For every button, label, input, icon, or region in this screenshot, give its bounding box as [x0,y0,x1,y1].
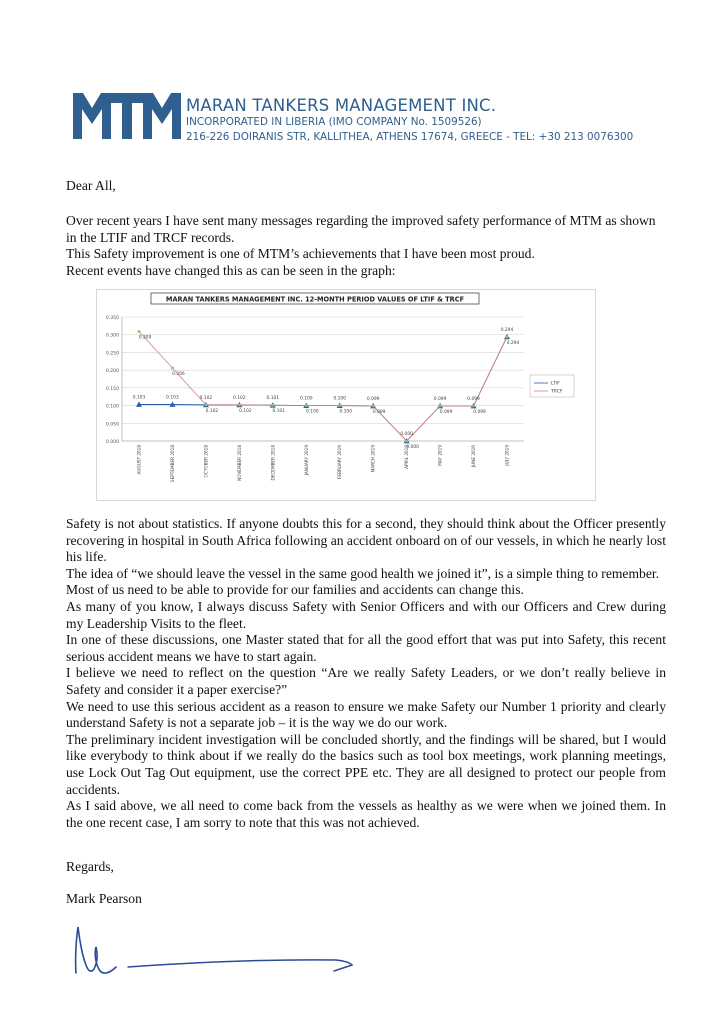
data-label: 0.100 [299,396,313,402]
body-paragraph: Safety is not about statistics. If anyone doubts this for a second, they should think about the Officer presently recovering in hospital in South Africa following an accident onboard on of our vessels, in which he nearly lost his life. [66,516,666,565]
y-tick-label: 0.300 [105,333,119,339]
data-label: 0.099 [439,409,453,415]
data-label: 0.000 [406,445,419,450]
data-label: 0.102 [233,395,246,401]
intro-line: Over recent years I have sent many messages regarding the improved safety performance of MTM as shown in the LTIF and TRCF records. [66,213,656,245]
data-label: 0.100 [339,409,353,415]
company-header [186,97,633,145]
y-tick-label: 0.150 [105,386,119,392]
x-tick-label: MAY 2019 [437,445,443,466]
x-tick-label: NOVEMBER 2018 [236,445,242,481]
x-tick-label: FEBRUARY 2019 [337,445,343,479]
data-label: 0.103 [166,395,179,401]
y-tick-label: 0.350 [105,316,119,321]
x-tick-label: AUGUST 2018 [136,445,142,475]
trcf-point [372,405,375,408]
data-label: 0.099 [372,409,386,415]
body-paragraph: As I said above, we all need to come back from the vessels as healthy as we were when we joined them. In the one recent case, I am sorry to note that this was not achieved. [66,798,666,830]
handwritten-signature [66,915,366,980]
body-paragraph: In one of these discussions, one Master stated that for all the good effort that was put into Safety, this recent serious accident means we have to start again. [66,632,666,664]
trcf-point [171,367,174,370]
x-tick-label: JANUARY 2019 [303,445,309,476]
trcf-point [338,404,341,407]
body-paragraph: I believe we need to reflect on the question “Are we really Safety Leaders, or we don’t really believe in Safety and consider it a paper exercise?” [66,665,666,697]
data-label: 0.099 [467,396,480,402]
mtm-logo [73,93,181,139]
data-label: 0.101 [266,396,280,402]
trcf-point [238,404,241,407]
trcf-point [305,404,308,407]
intro-paragraphs [66,213,666,279]
trcf-point [138,330,141,333]
x-tick-label: MARCH 2019 [370,445,376,473]
x-tick-label: JULY 2019 [504,445,510,466]
salutation: Dear All, [66,178,116,193]
x-tick-label: SEPTEMBER 2018 [169,445,175,483]
body-paragraph: As many of you know, I always discuss Safety with Senior Officers and with our Officers and Crew during my Leadership Visits to the fleet. [66,598,666,631]
legend-label: TRCF [551,389,563,395]
legend-label: LTIF [551,381,560,387]
data-label: 0.103 [132,395,146,401]
trcf-point [506,336,509,339]
data-label: 0.100 [305,409,319,415]
data-label: 0.099 [473,409,486,415]
data-label: 0.102 [199,395,213,401]
trcf-point [472,405,475,408]
trcf-point [272,404,275,407]
data-label: 0.099 [433,396,447,402]
ltif-trcf-chart [96,289,596,501]
body-paragraph: Most of us need to be able to provide for our families and accidents can change this. [66,582,524,598]
y-tick-label: 0.250 [105,351,119,357]
y-tick-label: 0.050 [105,422,119,428]
data-label: 0.102 [239,408,252,414]
intro-line: This Safety improvement is one of MTM’s achievements that I have been most proud. [66,246,535,262]
intro-line: Recent events have changed this as can be seen in the graph: [66,262,396,278]
y-tick-label: 0.200 [105,369,119,375]
x-tick-label: DECEMBER 2018 [270,445,276,481]
data-label: 0.101 [272,409,286,415]
body-paragraphs [66,516,666,831]
address-line: 216-226 DOIRANIS STR, KALLITHEA, ATHENS 17674, GREECE - TEL: +30 213 0076300 [186,131,634,143]
closing: Regards, [66,859,114,874]
company-name: MARAN TANKERS MANAGEMENT INC. [186,96,497,115]
data-label: 0.294 [500,327,514,333]
x-tick-label: APRIL 2019 [404,445,410,469]
signatory-name: Mark Pearson [66,891,142,906]
trcf-point [205,404,208,407]
data-label: 0.309 [138,335,152,341]
data-label: 0.294 [506,340,520,346]
incorporation-line: INCORPORATED IN LIBERIA (IMO COMPANY No. 1509526) [186,116,482,128]
trcf-point [439,405,442,408]
data-label: 0.000 [400,432,413,437]
data-label: 0.102 [205,408,219,414]
x-tick-label: OCTOBER 2018 [203,445,209,478]
trcf-point [405,440,408,443]
chart-title: MARAN TANKERS MANAGEMENT INC. 12-MONTH PERIOD VALUES OF LTIF & TRCF [165,295,465,304]
body-paragraph: The idea of “we should leave the vessel in the same good health we joined it”, is a simple thing to remember. [66,565,660,581]
data-label: 0.099 [366,396,380,402]
data-label: 0.206 [172,372,185,378]
y-tick-label: 0.000 [105,440,119,445]
body-paragraph: We need to use this serious accident as a reason to ensure we make Safety our Number 1 priority and clearly understand Safety is not a separate job – it is the way we do our work. [66,698,666,731]
x-tick-label: JUNE 2019 [471,445,477,468]
y-tick-label: 0.100 [105,404,119,410]
body-paragraph: The preliminary incident investigation will be concluded shortly, and the findings will be shared, but I would like everybody to think about if we really do the basics such as tool box meetings, work planning meetings, use Lock Out Tag Out equipment, use the correct PPE etc. They are all designed to protect our people from accidents. [66,731,666,797]
data-label: 0.100 [333,396,347,402]
